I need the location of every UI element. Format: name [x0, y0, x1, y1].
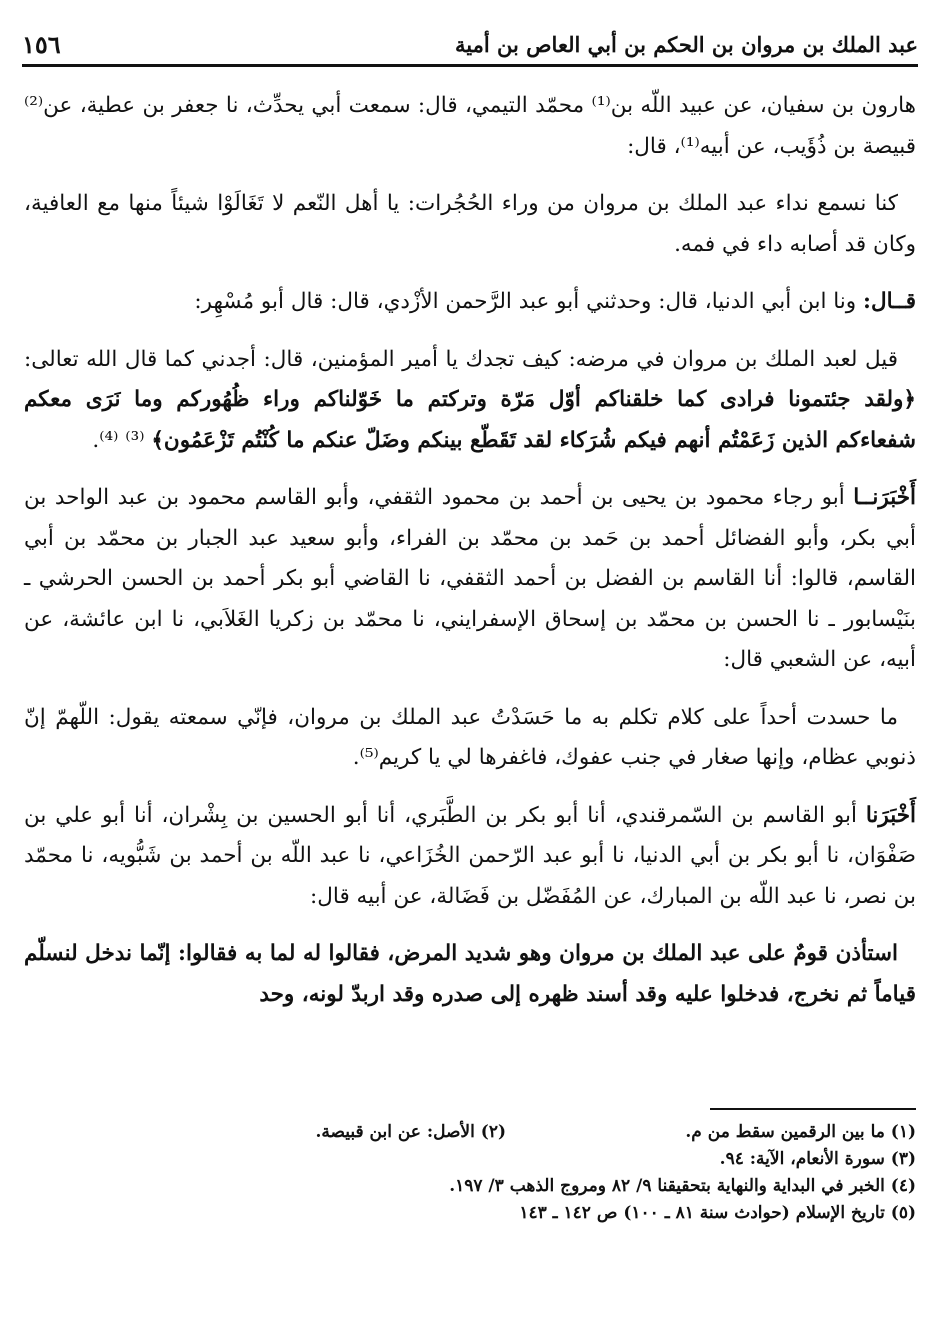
footnote-row-1 [24, 1119, 916, 1146]
paragraph-3-lead: قــال: [863, 289, 916, 314]
footnote-3: (٣) سورة الأنعام، الآية: ٩٤. [719, 1149, 916, 1169]
paragraph-4 [24, 340, 916, 462]
paragraph-7-lead: أَخْبَرَنا [865, 802, 916, 828]
paragraph-5-text: أبو رجاء محمود بن يحيى بن أحمد بن محمود الثقفي، وأبو القاسم محمود بن عبد الواحد بن أبي بكر، وأبو الفضائل أحمد بن حَمد بن محمّد بن الفراء، وأبو سعيد عبد الجبار بن محمّد بن أبي القاسم، قالوا: أنا القاسم بن الفضل بن أحمد الثقفي، نا القاضي أبو بكر أحمد بن الحسن الحرشي ـ بنَيْسابور ـ نا الحسن بن محمّد بن إسحاق الإسفرايني، نا محمّد بن زكريا الغَلاَبي، نا ابن عائشة، عن أبيه، عن الشعبي قال: [24, 485, 916, 672]
paragraph-6: ما حسدت أحداً على كلام تكلم به ما حَسَدْتُ عبد الملك بن مروان، فإنّي سمعته يقول: اللّهمّ إنّ ذنوبي عظام، وإنها صغار في جنب عفوك، فاغفرها لي يا كريم⁽⁵⁾. [24, 704, 916, 770]
paragraph-2: كنا نسمع نداء عبد الملك بن مروان من وراء الحُجُرات: يا أهل النّعم لا تَغَالَوْا شيئاً منها مع العافية، وكان قد أصابه داء في فمه. [24, 191, 916, 257]
paragraph-4-text: قيل لعبد الملك بن مروان في مرضه: كيف تجدك يا أمير المؤمنين، قال: أجدني كما قال الله تعالى: [24, 346, 898, 372]
footnote-1: (١) ما بين الرقمين سقط من م. [685, 1122, 916, 1142]
paragraph-8: استأذن قومٌ على عبد الملك بن مروان وهو شديد المرض، فقالوا له لما به فقالوا: إنّما ندخل لنسلّم قياماً ثم نخرج، فدخلوا عليه وقد أسند ظهره إلى صدره وقد اربدّ لونه، وحد [24, 941, 916, 1007]
paragraph-5 [24, 478, 916, 681]
paragraph-3 [24, 282, 916, 323]
paragraph-1: هارون بن سفيان، عن عبيد اللّه بن⁽¹⁾ محمّد التيمي، قال: سمعت أبي يحدِّث، نا جعفر بن عطية، عن⁽²⁾ قبيصة بن ذُؤَيب، عن أبيه⁽¹⁾، قال: [24, 93, 916, 159]
paragraph-5-lead: أَخْبَرَنــا [853, 485, 916, 510]
paragraph-7-text: أبو القاسم بن السّمرقندي، أنا أبو بكر بن الطَّبَري، أنا أبو الحسين بن بِشْران، أنا أبو علي بن صَفْوَان، نا أبو بكر بن أبي الدنيا، نا أبو عبد الرّحمن الخُزَاعي، نا عبد اللّه بن أحمد بن شَبُّويه، نا محمّد بن نصر، نا عبد اللّه بن المبارك، عن المُفَضّل بن فَضَالة، عن أبيه قال: [24, 802, 916, 909]
footnotes [24, 1119, 916, 1227]
footnote-5: (٥) تاريخ الإسلام (حوادث سنة ٨١ ـ ١٠٠) ص ١٤٢ ـ ١٤٣ [519, 1203, 916, 1223]
paragraph-4-tail: ⁽³⁾ ⁽⁴⁾. [92, 427, 152, 453]
running-title: عبد الملك بن مروان بن الحكم بن أبي العاص بن أمية [455, 31, 918, 57]
footnote-4: (٤) الخبر في البداية والنهاية بتحقيقنا ٩/ ٨٢ ومروج الذهب ٣/ ١٩٧. [449, 1176, 916, 1196]
footnote-2: (٢) الأصل: عن ابن قبيصة. [315, 1122, 506, 1142]
page-header [22, 24, 918, 67]
main-text [24, 86, 916, 1032]
footnote-divider [710, 1108, 916, 1110]
paragraph-3-text: ونا ابن أبي الدنيا، قال: وحدثني أبو عبد الرَّحمن الأزْدي، قال: قال أبو مُسْهِر: [194, 289, 864, 314]
paragraph-7 [24, 796, 916, 918]
page-number: ١٥٦ [22, 29, 61, 59]
quran-verse: ﴿ولقد جئتمونا فرادى كما خلقناكم أوّل مَرّة وتركتم ما خَوّلناكم وراء ظُهُوركم وما نَرَى معكم شفعاءكم الذين زَعَمْتُم أنهم فيكم شُرَكاء لقد تَقَطّع بينكم وضَلّ عنكم ما كُنْتُم تَزْعَمُون﴾ [24, 387, 916, 453]
